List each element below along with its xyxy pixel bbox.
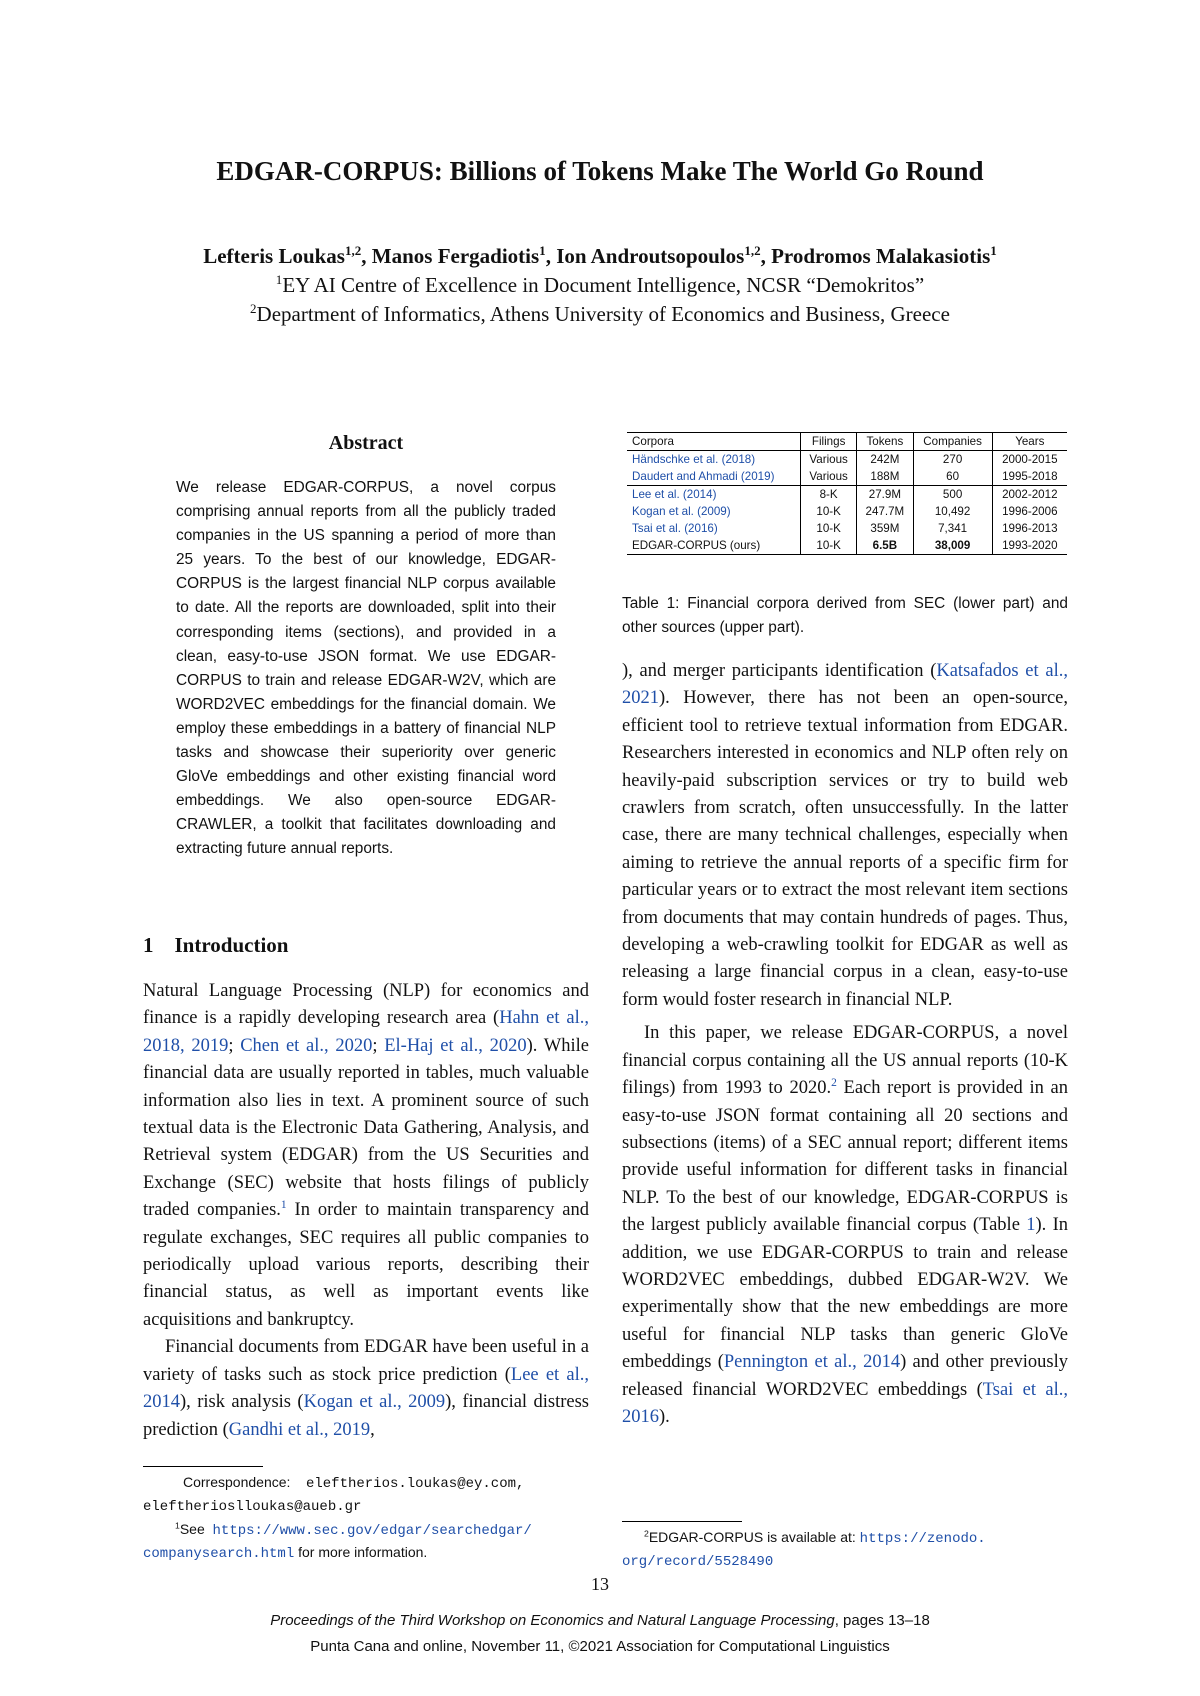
table-cell: 500	[913, 486, 992, 504]
text-run: ), and merger participants identification (	[622, 661, 937, 681]
right-column-text	[622, 658, 1068, 1431]
table-cell: 2000-2015	[992, 451, 1067, 469]
table-header: Years	[992, 433, 1067, 451]
citation-link[interactable]: Katsafados et al., 2021	[622, 661, 1068, 709]
table-cell: 10-K	[801, 537, 857, 555]
text-run: Financial documents from EDGAR have been useful in a variety of tasks such as stock price prediction (	[143, 1337, 589, 1385]
text-run: ;	[372, 1035, 385, 1056]
citation-link[interactable]: Chen et al., 2020	[240, 1035, 373, 1056]
page-number: 13	[591, 1574, 609, 1594]
table-cell: 8-K	[801, 486, 857, 504]
footnote-rule	[622, 1521, 742, 1522]
author-affil-mark: 1,2	[344, 243, 362, 258]
table-row	[627, 503, 1067, 520]
author-affil-mark: 1	[539, 243, 546, 258]
paragraph	[622, 1020, 1068, 1431]
table-ref-link[interactable]: 1	[1026, 1215, 1036, 1236]
table-header: Companies	[913, 433, 992, 451]
citation-link[interactable]: Pennington et al., 2014	[723, 1352, 901, 1373]
corpora-table	[627, 432, 1067, 555]
abstract-body: We release EDGAR-CORPUS, a novel corpus comprising annual reports from all the publicly traded companies in the US spanning a period of more than 25 years. To the best of our knowledge, EDGAR-CORPUS is the largest financial NLP corpus available to date. All the reports are downloaded, split into their corresponding items (sections), and provided in a clean, easy-to-use JSON format. We use EDGAR-CORPUS to train and release EDGAR-W2V, which are WORD2VEC embeddings for the financial domain. We employ these embeddings in a battery of financial NLP tasks and showcase their superiority over generic GloVe embeddings and other existing financial word embeddings. We also open-source EDGAR-CRAWLER, a toolkit that facilitates downloading and extracting future annual reports.	[176, 479, 556, 858]
table-cell: Various	[801, 468, 857, 486]
table-row	[627, 520, 1067, 537]
left-column-text	[143, 978, 589, 1444]
text-run: ;	[228, 1035, 241, 1056]
affil-text: Department of Informatics, Athens University of Economics and Business, Greece	[256, 302, 950, 326]
table-cell: 27.9M	[857, 486, 913, 504]
table-cell: 10-K	[801, 520, 857, 537]
table-cell-citation[interactable]: Kogan et al. (2009)	[632, 505, 731, 518]
text-run: In this paper, we release EDGAR-CORPUS, a novel financial corpus containing all the US annual reports (10-K filings) from 1993 to 2020.	[622, 1023, 1068, 1099]
text-run: ).	[659, 1406, 670, 1427]
paragraph	[143, 978, 589, 1334]
table-cell: 359M	[857, 520, 913, 537]
url-link[interactable]: https://www.sec.gov/edgar/searchedgar/	[212, 1523, 532, 1539]
table-caption: Table 1: Financial corpora derived from SEC (lower part) and other sources (upper part).	[622, 595, 1068, 636]
citation-link[interactable]: Tsai et al., 2016	[622, 1379, 1069, 1427]
footnote-link[interactable]: 1	[280, 1199, 287, 1212]
email-link[interactable]: eleftherioslloukas@aueb.gr	[143, 1499, 362, 1515]
table-cell: 1995-2018	[992, 468, 1067, 486]
table-header: Corpora	[627, 433, 801, 451]
table-header-row	[627, 433, 1067, 451]
table-cell: 247.7M	[857, 503, 913, 520]
table-header: Tokens	[857, 433, 913, 451]
text-run: ), risk analysis (	[180, 1392, 304, 1413]
citation-link[interactable]: El-Haj et al., 2020	[384, 1035, 527, 1056]
footnote-1	[143, 1519, 589, 1565]
table-cell: 7,341	[913, 520, 992, 537]
text-run: ). While financial data are usually reported in tables, much valuable information also lies in text. A prominent source of such textual data is the Electronic Data Gathering, Analysis, and Retrieval system (EDGAR) from the US Securities and Exchange (SEC) website that hosts filings of publicly traded companies.	[143, 1035, 590, 1221]
table-cell: 270	[913, 451, 992, 469]
url-link[interactable]: org/record/5528490	[622, 1554, 774, 1570]
table-cell-citation[interactable]: Lee et al. (2014)	[627, 486, 801, 504]
section-number: 1	[143, 933, 154, 957]
footnote-correspondence	[143, 1472, 589, 1518]
table-row	[627, 486, 1067, 504]
fn-text: for more information.	[294, 1544, 428, 1560]
author-list: Lefteris Loukas$^{1,2}$, Manos Fergadiotis$^1$, Ion Androutsopoulos$^{1,2}$, Prodromos Malakasiotis$^1$	[203, 243, 997, 268]
text-run: ). However, there has not been an open-source, efficient tool to retrieve textual information from EDGAR. Researchers interested in economics and NLP often rely on heavily-paid subscription services or try to build web crawlers from scratch, often unsuccessfully. In the latter case, there are many technical challenges, especially when aiming to retrieve the annual reports of a specific firm for particular years or to extract the most relevant item sections from documents that may contain hundreds of pages. Thus, developing a web-crawling toolkit for EDGAR as well as releasing a large financial corpus in a clean, easy-to-use form would foster research in financial NLP.	[622, 688, 1068, 1010]
citation-link[interactable]: Kogan et al., 2009	[303, 1392, 446, 1413]
author-name: Prodromos Malakasiotis	[771, 244, 991, 268]
table-cell: 1996-2013	[992, 520, 1067, 537]
url-link[interactable]: companysearch.html	[143, 1546, 295, 1562]
author-affil-mark: 1,2	[744, 243, 761, 258]
table-cell: 10,492	[913, 503, 992, 520]
footnote-2	[622, 1527, 1068, 1573]
text-run: Natural Language Processing (NLP) for economics and finance is a rapidly developing research area (	[143, 981, 589, 1029]
url-link[interactable]: https://zenodo.	[859, 1531, 986, 1547]
author-name: Ion Androutsopoulos	[556, 244, 745, 268]
venue-pages: , pages 13–18	[834, 1612, 930, 1629]
table-cell: 60	[913, 468, 992, 486]
affil-mark: 1	[275, 272, 283, 287]
email-link[interactable]: eleftherios.loukas@ey.com,	[305, 1476, 525, 1492]
text-run: ). In addition, we use EDGAR-CORPUS to train and release WORD2VEC embeddings, dubbed EDGAR-W2V. We experimentally show that the new embeddings are more useful for financial NLP tasks than generic GloVe embeddings (	[622, 1215, 1068, 1373]
table-cell: EDGAR-CORPUS (ours)	[632, 539, 761, 552]
table-cell: 1993-2020	[992, 537, 1067, 555]
text-run: ) and other previously released financial WORD2VEC embeddings (	[622, 1352, 1069, 1400]
table-cell: 242M	[857, 451, 913, 469]
affil-mark: 2	[250, 301, 257, 316]
table-header: Filings	[801, 433, 857, 451]
table-cell: 2002-2012	[992, 486, 1067, 504]
footnote-link[interactable]: 2	[831, 1076, 837, 1089]
text-run: In order to maintain transparency and regulate exchanges, SEC requires all public companies to periodically upload various reports, describing their financial status, as well as important events like acquisitions and bankruptcy.	[143, 1200, 589, 1330]
table-cell: 38,009	[913, 537, 992, 555]
footnote-mark: 2	[644, 1528, 649, 1539]
citation-link[interactable]: Hahn et al., 2018, 2019	[143, 1008, 589, 1056]
footer-line-2: Punta Cana and online, November 11, ©2021 Association for Computational Linguistics	[310, 1638, 890, 1655]
affil-text: EY AI Centre of Excellence in Document Intelligence, NCSR “Demokritos”	[282, 273, 925, 297]
table-row	[627, 468, 1067, 486]
table-cell: 10-K	[801, 503, 857, 520]
affiliation-2	[0, 302, 1200, 327]
table-cell-citation[interactable]: Tsai et al. (2016)	[632, 522, 718, 535]
section-heading	[143, 933, 288, 958]
paper-title: EDGAR-CORPUS: Billions of Tokens Make The World Go Round	[216, 156, 984, 186]
fn-text: See	[179, 1521, 209, 1537]
table-cell: Various	[801, 451, 857, 469]
footnote-mark: 1	[175, 1520, 180, 1531]
author-name: Lefteris Loukas	[203, 244, 345, 268]
corpora-table-wrap	[627, 432, 1067, 555]
citation-link[interactable]: Lee et al., 2014	[143, 1364, 589, 1413]
table-row	[627, 451, 1067, 469]
venue-name: Proceedings of the Third Workshop on Economics and Natural Language Processing	[270, 1612, 835, 1629]
table-cell: 188M	[857, 468, 913, 486]
text-run: Each report is provided in an easy-to-use JSON format containing all 20 sections and subsections (items) of a SEC annual report; different items provide useful information for different tasks in financial NLP. To the best of our knowledge, EDGAR-CORPUS is the largest publicly available financial corpus (Table	[622, 1078, 1068, 1236]
table-cell-citation[interactable]: Händschke et al. (2018)	[632, 453, 756, 466]
citation-link[interactable]: Gandhi et al., 2019	[228, 1419, 371, 1440]
paragraph	[143, 1334, 589, 1444]
fn-text: EDGAR-CORPUS is available at:	[648, 1529, 860, 1545]
abstract-heading: Abstract	[328, 432, 404, 454]
author-affil-mark: 1	[990, 243, 997, 258]
paragraph	[622, 658, 1068, 1014]
table-row-ours	[627, 537, 1067, 555]
footer-line-1	[0, 1612, 1200, 1629]
affiliation-1	[0, 273, 1200, 298]
fn-label: Correspondence:	[183, 1474, 291, 1490]
footnote-rule	[143, 1466, 263, 1467]
table-cell: 1996-2006	[992, 503, 1067, 520]
table-cell-citation[interactable]: Daudert and Ahmadi (2019)	[632, 470, 775, 483]
table-cell: 6.5B	[857, 537, 913, 555]
text-run: ), financial distress prediction (	[143, 1392, 589, 1440]
author-name: Manos Fergadiotis	[371, 244, 540, 268]
section-title: Introduction	[174, 933, 289, 957]
text-run: ,	[370, 1419, 375, 1440]
